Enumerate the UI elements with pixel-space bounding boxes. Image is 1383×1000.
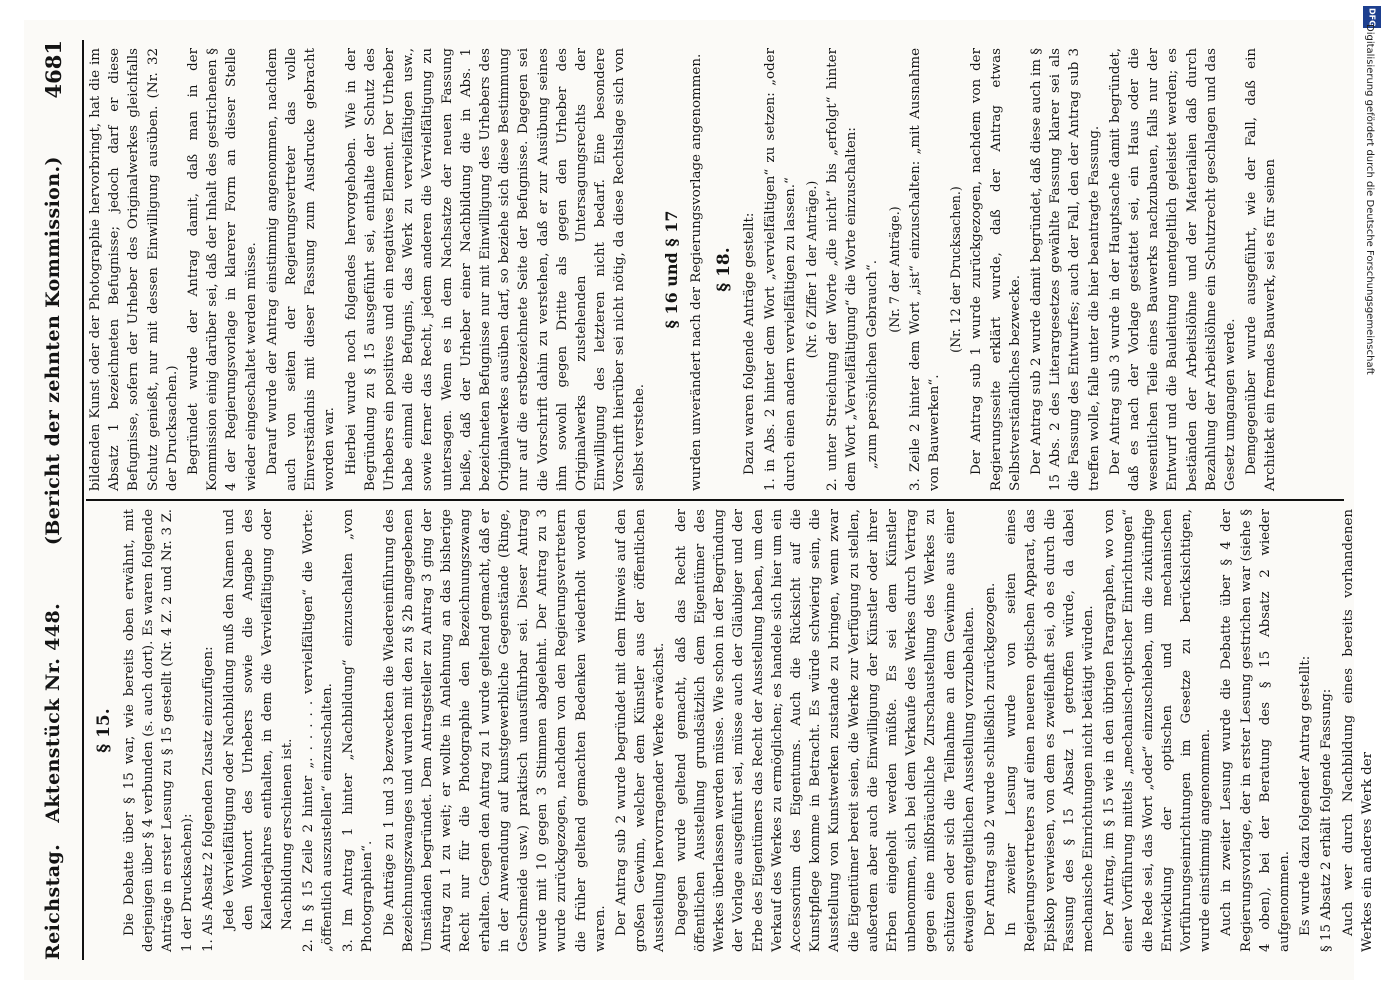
paragraph: Dazu waren folgende Anträge gestellt: — [742, 212, 758, 475]
paragraph: Der Antrag sub 2 wurde schließlich zurückgezogen. — [982, 582, 998, 936]
paragraph: In zweiter Lesung wurde von seiten eines Regierungsvertreters auf einen neueren optischen Apparat, das Episkop verwiesen, von dem es zweifelhaft sei, ob es durch die Fassung des § 15 Absatz 1 getroffen würde, da dabei mechanische Einrichtungen nicht betätigt würden. — [1004, 509, 1096, 952]
quoted-text: Jede Vervielfältigung oder Nachbildung muß den Namen und den Wohnort des Urhebers sowie die Angabe des Kalenderjahres enthalten, in dem die Vervielfältigung oder Nachbildung erschienen ist. — [222, 509, 295, 930]
list-item: 3. Zeile 2 hinter dem Wort „ist“ einzuschalten: „mit Ausnahme von Bauwerken“. — [907, 48, 942, 491]
page-number: 4681 — [40, 40, 66, 99]
quoted-text: „zum persönlichen Gebrauch“. — [865, 260, 881, 469]
paragraph: Es wurde dazu folgender Antrag gestellt: — [1298, 655, 1314, 936]
paragraph: Die Debatte über § 15 war, wie bereits oben erwähnt, mit derjenigen über § 4 verbunden (s. auch dort). Es waren folgende Anträge in erster Lesung zu § 15 gestellt (Nr. 4 Z. 2 und Nr. 3 Z. 1 der Drucksachen): — [122, 509, 195, 952]
page-header — [24, 40, 84, 960]
list-item: 2. unter Streichung der Worte „die nicht“ bis „erfolgt“ hinter dem Wort „Vervielfältigung“ die Worte einzuschalten: — [824, 48, 860, 491]
list-item: 1. in Abs. 2 hinter dem Wort „vervielfältigen“ zu setzen: „oder durch einen andern vervielfältigen zu lassen.“ — [763, 48, 798, 491]
paragraph: Begründet wurde der Antrag damit, daß man in der Kommission einig darüber sei, daß der Inhalt des gestrichenen § 4 der Regierungsvorlage in klarerer Form an dieser Stelle wieder eingeschaltet werden müsse. — [186, 48, 259, 491]
paragraph: Der Antrag sub 1 wurde zurückgezogen, nachdem von der Regierungsseite erklärt wurde, daß der Antrag etwas Selbstverständliches bezwecke. — [969, 48, 1023, 491]
dfg-logo: DFG — [1363, 6, 1381, 28]
paragraph: § 15 Absatz 2 erhält folgende Fassung: — [1319, 688, 1335, 952]
list-item: 1. Als Absatz 2 folgenden Zusatz einzufügen: — [200, 646, 216, 952]
paragraph: Hierbei wurde noch folgendes hervorgehoben. Wie in der Begründung zu § 15 ausgeführt sei, enthalte der Schutz des Urhebers ein positives und ein negatives Element. Der Urheber habe einmal die Befugnis, das Werk zu vervielfältigen usw., sowie ferner das Recht, jedem anderen die Vervielfältigung zu untersagen. Wenn es in dem Nachsatze der neuen Fassung heiße, daß der Urheber einer Nachbildung die in Abs. 1 bezeichneten Befugnisse nur mit Einwilligung des Urhebers des Originalwerkes ausüben darf, so beziehe sich diese Bestimmung nur auf die erstbezeichnete Seite der Befugnisse. Dagegen sei die Vorschrift dahin zu verstehen, daß er zur Ausübung seines ihm sowohl gegen Dritte als gegen den Urheber des Originalwerks zustehenden Untersagungsrechts der Einwilligung des letzteren nicht bedarf. Eine besondere Vorschrift hierüber sei nicht nötig, da diese Rechtslage sich von selbst verstehe. — [343, 48, 647, 491]
paragraph: bildenden Kunst oder der Photographie hervorbringt, hat die im Absatz 1 bezeichneten Befugnisse; jedoch darf er diese Befugnisse, sofern der Urheber des Originalwerkes gleichfalls Schutz genießt, nur mit dessen Einwilligung ausüben. (Nr. 32 der Drucksachen.) — [88, 48, 180, 491]
list-item: 2. In § 15 Zeile 2 hinter „. . . . . . vervielfältigen“ die Worte: „öffentlich auszustellen“ einzuschalten. — [300, 509, 336, 952]
paragraph: Der Antrag sub 2 wurde damit begründet, daß diese auch im § 15 Abs. 2 des Literargesetzes gewählte Fassung klarer sei als die Fassung des Entwurfes; auch der Fall, den der Antrag sub 3 treffen wolle, falle unter die hier beantragte Fassung. — [1028, 48, 1102, 491]
paragraph: Der Antrag sub 2 wurde begründet mit dem Hinweis auf den großen Gewinn, welcher dem Künstler aus der öffentlichen Ausstellung hervorragender Werke erwächst. — [614, 509, 668, 952]
column-right — [86, 40, 1344, 499]
paragraph: Dagegen wurde geltend gemacht, daß das Recht der öffentlichen Ausstellung grundsätzlich dem Eigentümer des Werkes überlassen werden müsse. Wie schon in der Begründung der Vorlage ausgeführt sei, müsse auch der Gläubiger und der Erbe des Eigentümers das Recht der Ausstellung haben, um den Verkauf des Werkes zu ermöglichen; es handele sich hier um ein Accessorium des Eigentums. Auch die Rücksicht auf die Kunstpflege komme in Betracht. Es würde schwierig sein, die Ausstellung von Kunstwerken zustande zu bringen, wenn zwar die Eigentümer bereit seien, die Werke zur Verfügung zu stellen, außerdem aber auch die Einwilligung der Künstler oder ihrer Erben eingeholt werden müßte. Es sei dem Künstler unbenommen, sich bei dem Verkaufe des Werkes durch Vertrag gegen eine mißbräuchliche Zurschaustellung des Werkes zu schützen oder sich die Teilnahme an dem Gewinne aus einer etwaigen entgeltlichen Ausstellung vorzubehalten. — [673, 509, 977, 952]
header-center: (Bericht der zehnten Kommission.) — [42, 156, 64, 546]
reference-note: (Nr. 7 der Anträge.) — [886, 206, 902, 333]
digitization-notice: Digitalisierung gefördert durch die Deutsche Forschungsgemeinschaft — [1364, 24, 1375, 375]
section-heading: § 16 und § 17 — [661, 210, 681, 329]
header-left: Reichstag. Aktenstück Nr. 448. — [42, 602, 64, 960]
reference-note: (Nr. 12 der Drucksachen.) — [948, 186, 964, 353]
paragraph: Auch wer durch Nachbildung eines bereits vorhandenen Werkes ein anderes Werk der — [1340, 509, 1375, 952]
paragraph: Der Antrag sub 3 wurde in der Hauptsache damit begründet, daß es nach der Vorlage gestattet sei, ein Haus oder die wesentlichen Teile eines Bauwerks nachzubauen, falls nur der Entwurf und die Bauleitung unentgeltlich geleistet werden; es beständen der Arbeitslöhne und der Materialien daß durch Bezahlung der Arbeitslöhne ein Schutzrecht geschlagen und das Gesetz umgangen werde. — [1107, 48, 1238, 491]
column-left — [86, 501, 1375, 960]
paragraph: Der Antrag, im § 15 wie in den übrigen Paragraphen, wo von einer Vorführung mittels „mechanisch-optischer Einrichtungen“ die Rede sei, das Wort „oder“ einzuschieben, um die zukünftige Entwicklung der optischen und mechanischen Vorführungseinrichtungen im Gesetze zu berücksichtigen, wurde einstimmig angenommen. — [1102, 509, 1214, 952]
column-divider — [86, 499, 1344, 501]
list-item: 3. Im Antrag 1 hinter „Nachbildung“ einzuschalten „von Photographien“. — [341, 509, 376, 952]
paragraph: Auch in zweiter Lesung wurde die Debatte über § 4 der Regierungsvorlage, der in erster Lesung gestrichen war (siehe § 4 oben), bei der Beratung des § 15 Absatz 2 wieder aufgenommen. — [1219, 509, 1292, 952]
paragraph: Demgegenüber wurde ausgeführt, wie der Fall, daß ein Architekt ein fremdes Bauwerk, sei es für seinen — [1244, 48, 1279, 491]
paragraph: Darauf wurde der Antrag einstimmig angenommen, nachdem auch von seiten der Regierungsvertreter das volle Einverständnis mit dieser Fassung zum Ausdrucke gebracht worden war. — [264, 48, 338, 491]
section-heading: § 15. — [94, 708, 114, 753]
paragraph: Die Anträge zu 1 und 3 bezweckten die Wiedereinführung des Bezeichnungszwanges und wurden mit den zu § 2b angegebenen Umständen begründet. Dem Antragsteller zu Antrag 3 ging der Antrag zu 1 zu weit; er wollte in Anlehnung an das bisherige Recht nur für die Photographie den Bezeichnungszwang erhalten. Gegen den Antrag zu 1 wurde geltend gemacht, daß er in der Anwendung auf kunstgewerbliche Gegenstände (Ringe, Geschmeide usw.) praktisch unausführbar sei. Dieser Antrag wurde mit 10 gegen 3 Stimmen abgelehnt. Der Antrag zu 3 wurde zurückgezogen, nachdem von den Regierungsvertretern die früher geltend gemachten Bedenken wiederholt worden waren. — [381, 509, 608, 952]
section-heading: § 18. — [714, 247, 735, 292]
reference-note: (Nr. 6 Ziffer 1 der Anträge.) — [803, 180, 819, 359]
paragraph: wurden unverändert nach der Regierungsvorlage angenommen. — [688, 53, 704, 491]
